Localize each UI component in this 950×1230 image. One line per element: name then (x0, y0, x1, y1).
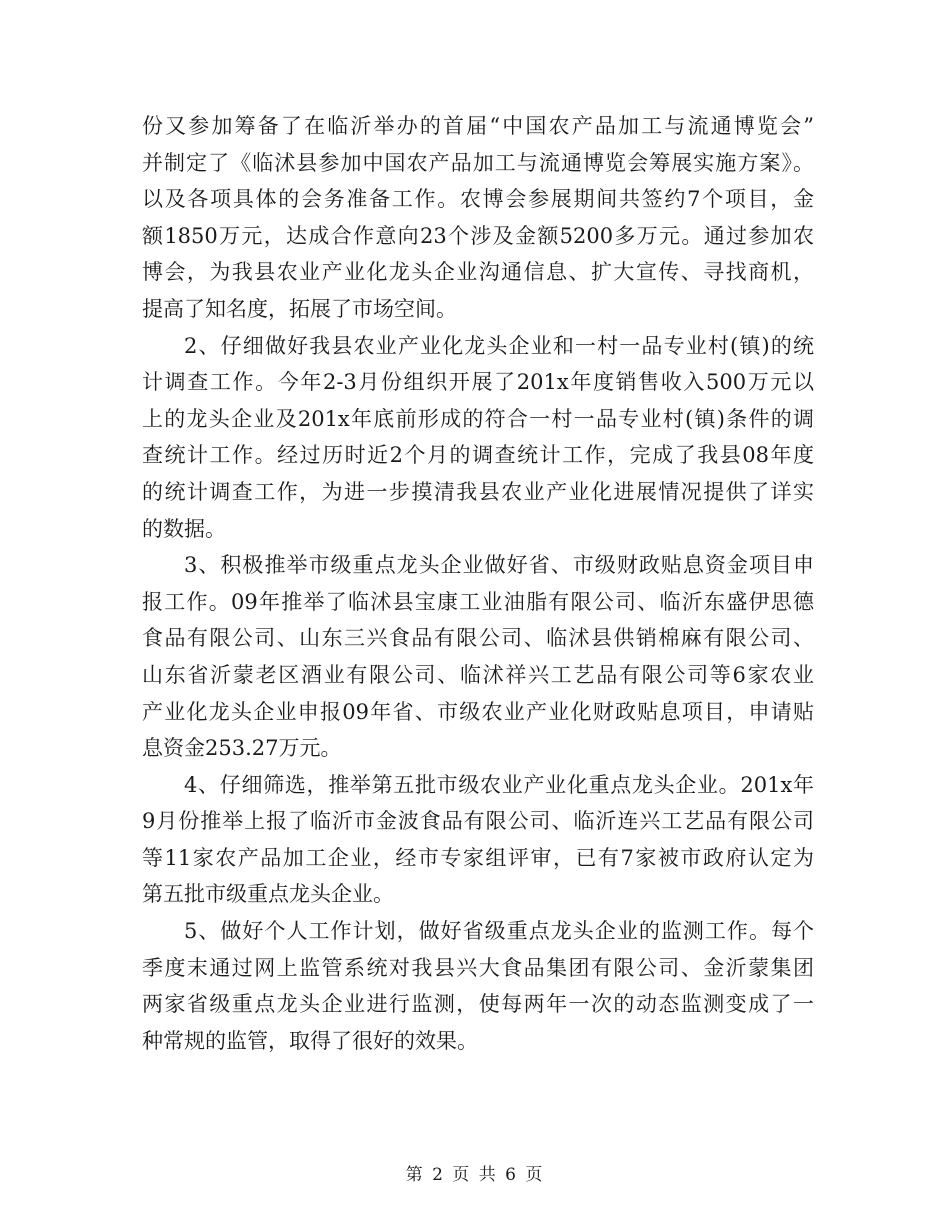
text-line: 第五批市级重点龙头企业。 (142, 882, 394, 907)
text-line: 的数据。 (142, 516, 226, 541)
text-line: 两家省级重点龙头企业进行监测，使每两年一次的动态监测变成了一 (142, 992, 814, 1017)
text-line: 季度末通过网上监管系统对我县兴大食品集团有限公司、金沂蒙集团 (142, 955, 814, 980)
text-line: 以及各项具体的会务准备工作。农博会参展期间共签约7个项目，金 (142, 187, 814, 212)
text-line: 2、仔细做好我县农业产业化龙头企业和一村一品专业村(镇)的统 (184, 333, 814, 358)
text-line: 种常规的监管，取得了很好的效果。 (142, 1028, 478, 1053)
text-line: 产业化龙头企业申报09年省、市级农业产业化财政贴息项目，申请贴 (142, 699, 814, 724)
text-line: 报工作。09年推举了临沭县宝康工业油脂有限公司、临沂东盛伊思德 (142, 589, 814, 614)
text-line: 食品有限公司、山东三兴食品有限公司、临沭县供销棉麻有限公司、 (142, 626, 814, 651)
text-line: 博会，为我县农业产业化龙头企业沟通信息、扩大宣传、寻找商机， (142, 260, 814, 285)
document-body (142, 108, 814, 1059)
text-line: 提高了知名度，拓展了市场空间。 (142, 296, 457, 321)
text-line: 额1850万元，达成合作意向23个涉及金额5200多万元。通过参加农 (142, 223, 814, 248)
text-line: 并制定了《临沭县参加中国农产品加工与流通博览会筹展实施方案》。 (142, 150, 814, 175)
text-line: 上的龙头企业及201x年底前形成的符合一村一品专业村(镇)条件的调 (142, 406, 814, 431)
text-line: 计调查工作。今年2-3月份组织开展了201x年度销售收入500万元以 (142, 370, 814, 395)
text-line: 9月份推举上报了临沂市金波食品有限公司、临沂连兴工艺品有限公司 (142, 809, 814, 834)
text-line: 3、积极推举市级重点龙头企业做好省、市级财政贴息资金项目申 (184, 553, 814, 578)
text-line: 息资金253.27万元。 (142, 736, 342, 761)
text-line: 的统计调查工作，为进一步摸清我县农业产业化进展情况提供了详实 (142, 479, 814, 504)
text-line: 5、做好个人工作计划，做好省级重点龙头企业的监测工作。每个 (184, 919, 814, 944)
text-line: 山东省沂蒙老区酒业有限公司、临沭祥兴工艺品有限公司等6家农业 (142, 662, 814, 687)
text-line: 查统计工作。经过历时近2个月的调查统计工作，完成了我县08年度 (142, 443, 814, 468)
text-line: 等11家农产品加工企业，经市专家组评审，已有7家被市政府认定为 (142, 845, 814, 870)
page-number-footer: 第 2 页 共 6 页 (405, 1165, 545, 1185)
text-line: 4、仔细筛选，推举第五批市级农业产业化重点龙头企业。201x年 (184, 772, 814, 797)
text-line: 份又参加筹备了在临沂举办的首届“中国农产品加工与流通博览会” (142, 114, 814, 138)
